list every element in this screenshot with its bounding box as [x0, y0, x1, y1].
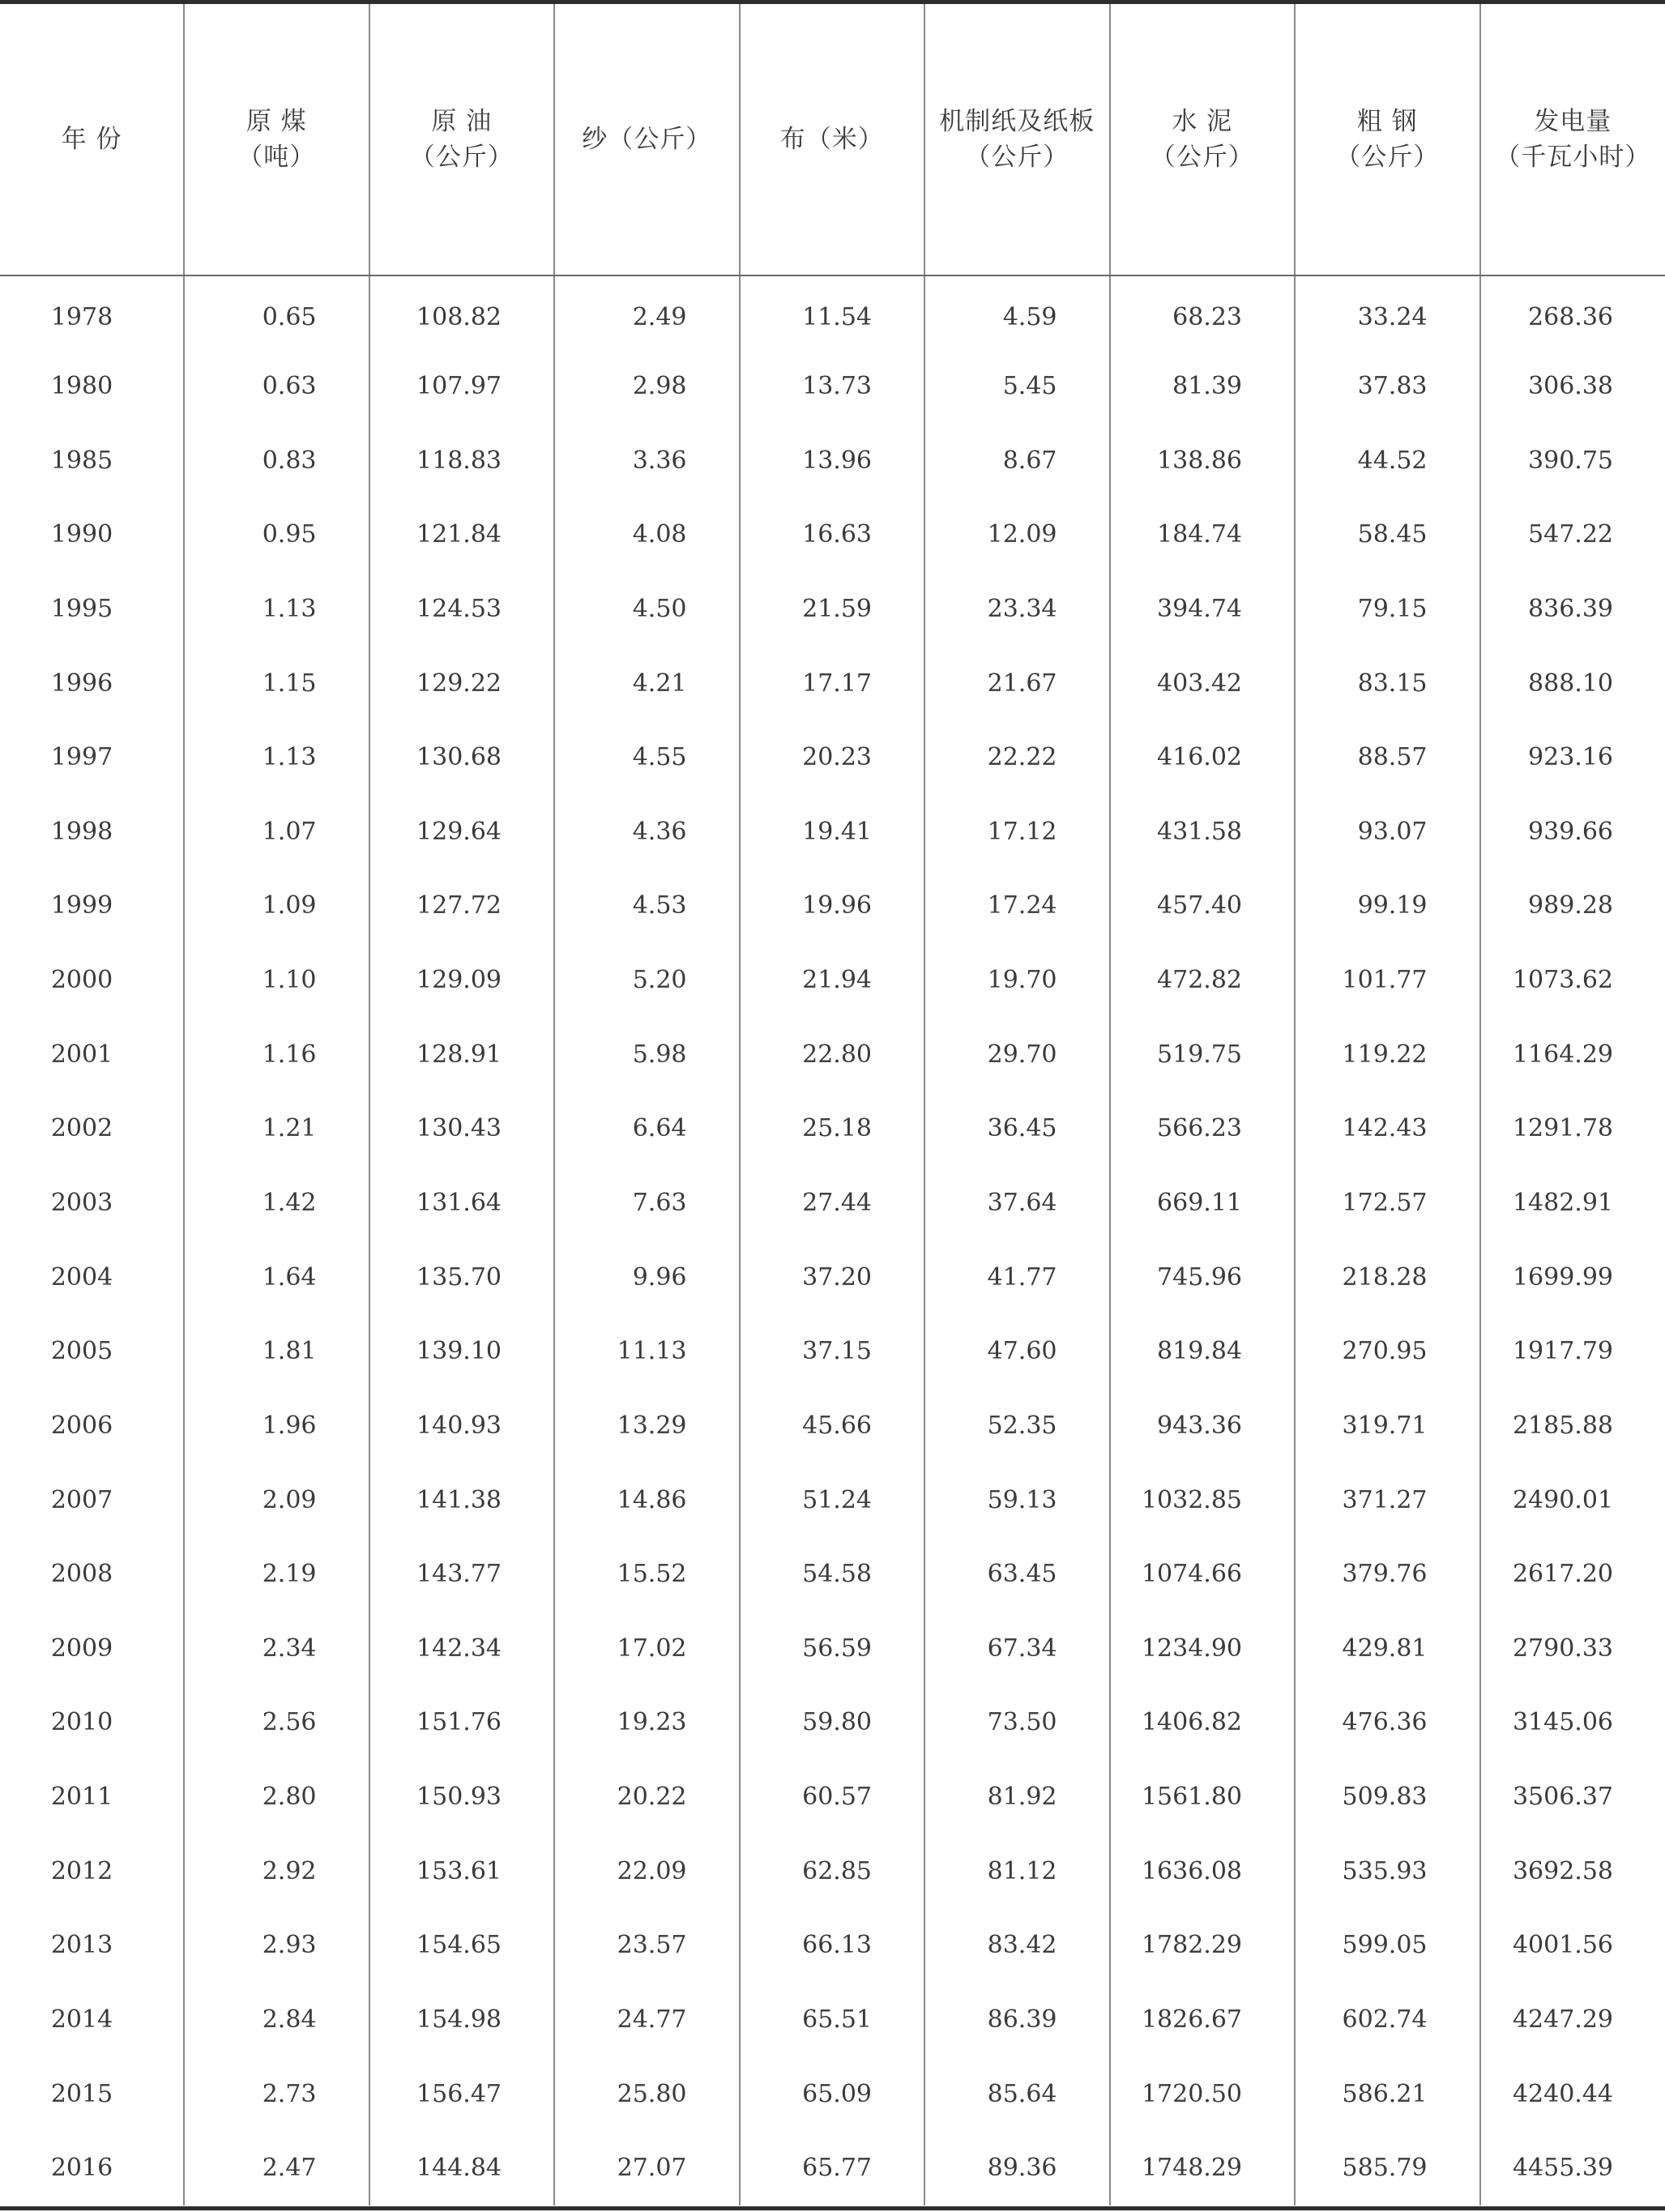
cell-yarn: 7.63: [554, 1166, 740, 1241]
cell-cement: 1826.67: [1110, 1983, 1296, 2057]
cell-paper: 81.12: [924, 1834, 1110, 1908]
cell-raw-coal: 1.16: [184, 1017, 369, 1091]
cell-year: 2003: [50, 1189, 113, 1217]
cell-cloth: 21.59: [740, 572, 925, 647]
cell-crude-steel: 429.81: [1295, 1612, 1480, 1686]
cell-year: 2007: [50, 1485, 113, 1514]
cell-yarn: 6.64: [554, 1091, 740, 1166]
table-row: [0, 572, 1665, 647]
cell-crude-oil: 130.68: [369, 720, 555, 795]
cell-crude-steel: 319.71: [1295, 1389, 1480, 1463]
table-row: [0, 1463, 1665, 1537]
cell-crude-steel: 44.52: [1295, 423, 1480, 497]
cell-raw-coal: 0.65: [184, 275, 369, 349]
cell-crude-oil: 153.61: [369, 1834, 555, 1908]
cell-raw-coal: 0.63: [184, 349, 369, 424]
cell-raw-coal: 2.73: [184, 2056, 369, 2131]
cell-paper: 8.67: [924, 423, 1110, 497]
cell-crude-oil: 118.83: [369, 423, 555, 497]
cell-paper: 63.45: [924, 1537, 1110, 1612]
cell-yarn: 4.50: [554, 572, 740, 647]
cell-raw-coal: 2.92: [184, 1834, 369, 1908]
cell-crude-steel: 379.76: [1295, 1537, 1480, 1612]
cell-yarn: 19.23: [554, 1685, 740, 1760]
cell-raw-coal: 1.10: [184, 943, 369, 1018]
cell-crude-steel: 101.77: [1295, 943, 1480, 1018]
cell-electricity: 836.39: [1480, 572, 1665, 647]
cell-crude-steel: 58.45: [1295, 497, 1480, 572]
cell-raw-coal: 2.47: [184, 2131, 369, 2206]
table-row: [0, 1834, 1665, 1908]
cell-paper: 67.34: [924, 1612, 1110, 1686]
cell-cement: 472.82: [1110, 943, 1296, 1018]
cell-crude-oil: 129.09: [369, 943, 555, 1018]
cell-electricity: 3506.37: [1480, 1760, 1665, 1834]
cell-electricity: 2185.88: [1480, 1389, 1665, 1463]
cell-crude-oil: 129.64: [369, 794, 555, 869]
cell-year: 2006: [50, 1411, 113, 1440]
header-row: [0, 4, 1665, 275]
cell-cloth: 22.80: [740, 1017, 925, 1091]
cell-year: 2002: [50, 1114, 113, 1143]
cell-paper: 12.09: [924, 497, 1110, 572]
table-row: [0, 1685, 1665, 1760]
table-row: [0, 1983, 1665, 2057]
cell-crude-steel: 218.28: [1295, 1240, 1480, 1314]
header-cloth: 布（米）: [740, 4, 925, 275]
cell-paper: 19.70: [924, 943, 1110, 1018]
cell-crude-oil: 131.64: [369, 1166, 555, 1241]
cell-year: 2010: [50, 1708, 113, 1737]
cell-paper: 73.50: [924, 1685, 1110, 1760]
cell-cloth: 27.44: [740, 1166, 925, 1241]
cell-crude-steel: 142.43: [1295, 1091, 1480, 1166]
table-row: [0, 646, 1665, 720]
cell-year: 2016: [50, 2154, 113, 2183]
cell-cloth: 13.96: [740, 423, 925, 497]
cell-cloth: 65.09: [740, 2056, 925, 2131]
cell-crude-steel: 88.57: [1295, 720, 1480, 795]
cell-electricity: 2790.33: [1480, 1612, 1665, 1686]
table-row: [0, 1166, 1665, 1241]
cell-cement: 394.74: [1110, 572, 1296, 647]
header-paper: 机制纸及纸板 （公斤）: [924, 4, 1110, 275]
cell-electricity: 4240.44: [1480, 2056, 1665, 2131]
cell-raw-coal: 1.96: [184, 1389, 369, 1463]
cell-cement: 519.75: [1110, 1017, 1296, 1091]
cell-cloth: 37.15: [740, 1314, 925, 1389]
cell-cement: 1234.90: [1110, 1612, 1296, 1686]
cell-paper: 21.67: [924, 646, 1110, 720]
cell-electricity: 2490.01: [1480, 1463, 1665, 1537]
cell-crude-steel: 83.15: [1295, 646, 1480, 720]
cell-paper: 83.42: [924, 1908, 1110, 1983]
bottom-rule: [0, 2206, 1665, 2210]
cell-yarn: 4.21: [554, 646, 740, 720]
table-row: [0, 1240, 1665, 1314]
cell-raw-coal: 2.09: [184, 1463, 369, 1537]
cell-year: 1980: [50, 371, 113, 400]
cell-yarn: 3.36: [554, 423, 740, 497]
cell-cloth: 20.23: [740, 720, 925, 795]
cell-paper: 22.22: [924, 720, 1110, 795]
cell-yarn: 25.80: [554, 2056, 740, 2131]
table-row: [0, 869, 1665, 943]
cell-electricity: 1482.91: [1480, 1166, 1665, 1241]
cell-crude-oil: 128.91: [369, 1017, 555, 1091]
header-raw-coal: 原 煤 （吨）: [184, 4, 369, 275]
cell-electricity: 1073.62: [1480, 943, 1665, 1018]
cell-raw-coal: 1.07: [184, 794, 369, 869]
cell-crude-oil: 129.22: [369, 646, 555, 720]
cell-raw-coal: 2.56: [184, 1685, 369, 1760]
cell-electricity: 1164.29: [1480, 1017, 1665, 1091]
cell-yarn: 13.29: [554, 1389, 740, 1463]
cell-crude-steel: 119.22: [1295, 1017, 1480, 1091]
cell-paper: 23.34: [924, 572, 1110, 647]
cell-cement: 1406.82: [1110, 1685, 1296, 1760]
cell-crude-oil: 142.34: [369, 1612, 555, 1686]
cell-yarn: 17.02: [554, 1612, 740, 1686]
cell-raw-coal: 0.95: [184, 497, 369, 572]
cell-year: 1990: [50, 520, 113, 549]
cell-year: 1996: [50, 668, 113, 698]
cell-crude-oil: 141.38: [369, 1463, 555, 1537]
cell-crude-oil: 154.98: [369, 1983, 555, 2057]
cell-crude-steel: 371.27: [1295, 1463, 1480, 1537]
cell-cloth: 19.96: [740, 869, 925, 943]
cell-paper: 52.35: [924, 1389, 1110, 1463]
cell-cement: 81.39: [1110, 349, 1296, 424]
cell-crude-steel: 99.19: [1295, 869, 1480, 943]
cell-crude-oil: 143.77: [369, 1537, 555, 1612]
cell-cloth: 65.51: [740, 1983, 925, 2057]
cell-crude-oil: 151.76: [369, 1685, 555, 1760]
cell-cement: 1782.29: [1110, 1908, 1296, 1983]
cell-raw-coal: 1.13: [184, 572, 369, 647]
cell-year: 2000: [50, 966, 113, 995]
cell-cloth: 21.94: [740, 943, 925, 1018]
cell-raw-coal: 1.42: [184, 1166, 369, 1241]
cell-cement: 1748.29: [1110, 2131, 1296, 2206]
cell-cement: 745.96: [1110, 1240, 1296, 1314]
cell-paper: 37.64: [924, 1166, 1110, 1241]
cell-yarn: 4.36: [554, 794, 740, 869]
cell-cement: 1032.85: [1110, 1463, 1296, 1537]
cell-electricity: 1917.79: [1480, 1314, 1665, 1389]
cell-yarn: 14.86: [554, 1463, 740, 1537]
cell-cement: 566.23: [1110, 1091, 1296, 1166]
cell-paper: 41.77: [924, 1240, 1110, 1314]
cell-yarn: 9.96: [554, 1240, 740, 1314]
header-crude-steel: 粗 钢 （公斤）: [1295, 4, 1480, 275]
cell-cloth: 11.54: [740, 275, 925, 349]
cell-crude-steel: 585.79: [1295, 2131, 1480, 2206]
cell-electricity: 390.75: [1480, 423, 1665, 497]
cell-cement: 416.02: [1110, 720, 1296, 795]
cell-yarn: 5.98: [554, 1017, 740, 1091]
cell-paper: 89.36: [924, 2131, 1110, 2206]
cell-cloth: 45.66: [740, 1389, 925, 1463]
cell-crude-oil: 156.47: [369, 2056, 555, 2131]
cell-cloth: 19.41: [740, 794, 925, 869]
cell-electricity: 939.66: [1480, 794, 1665, 869]
cell-crude-steel: 599.05: [1295, 1908, 1480, 1983]
cell-crude-steel: 509.83: [1295, 1760, 1480, 1834]
cell-cloth: 37.20: [740, 1240, 925, 1314]
cell-raw-coal: 1.09: [184, 869, 369, 943]
cell-raw-coal: 0.83: [184, 423, 369, 497]
header-electricity: 发电量 （千瓦小时）: [1480, 4, 1665, 275]
table-row: [0, 1389, 1665, 1463]
cell-cement: 138.86: [1110, 423, 1296, 497]
cell-crude-oil: 140.93: [369, 1389, 555, 1463]
cell-cement: 431.58: [1110, 794, 1296, 869]
table-row: [0, 794, 1665, 869]
cell-crude-oil: 124.53: [369, 572, 555, 647]
table-row: [0, 1017, 1665, 1091]
header-cement: 水 泥 （公斤）: [1110, 4, 1296, 275]
cell-year: 2012: [50, 1856, 113, 1885]
cell-crude-oil: 121.84: [369, 497, 555, 572]
cell-year: 2011: [50, 1783, 113, 1812]
cell-raw-coal: 2.80: [184, 1760, 369, 1834]
cell-raw-coal: 2.34: [184, 1612, 369, 1686]
cell-yarn: 20.22: [554, 1760, 740, 1834]
table-body: [0, 275, 1665, 2206]
cell-yarn: 4.53: [554, 869, 740, 943]
cell-paper: 86.39: [924, 1983, 1110, 2057]
cell-year: 1999: [50, 891, 113, 920]
cell-cement: 403.42: [1110, 646, 1296, 720]
table-row: [0, 943, 1665, 1018]
cell-year: 1985: [50, 446, 113, 475]
table-row: [0, 1760, 1665, 1834]
cell-electricity: 306.38: [1480, 349, 1665, 424]
cell-crude-oil: 150.93: [369, 1760, 555, 1834]
table-row: [0, 423, 1665, 497]
cell-year: 2004: [50, 1262, 113, 1292]
cell-year: 2005: [50, 1337, 113, 1366]
cell-crude-oil: 108.82: [369, 275, 555, 349]
cell-cloth: 16.63: [740, 497, 925, 572]
table-row: [0, 1091, 1665, 1166]
cell-cloth: 17.17: [740, 646, 925, 720]
table-row: [0, 349, 1665, 424]
cell-yarn: 15.52: [554, 1537, 740, 1612]
cell-paper: 4.59: [924, 275, 1110, 349]
cell-paper: 85.64: [924, 2056, 1110, 2131]
cell-crude-oil: 139.10: [369, 1314, 555, 1389]
cell-cloth: 59.80: [740, 1685, 925, 1760]
cell-yarn: 11.13: [554, 1314, 740, 1389]
cell-crude-steel: 172.57: [1295, 1166, 1480, 1241]
cell-crude-steel: 535.93: [1295, 1834, 1480, 1908]
cell-cement: 943.36: [1110, 1389, 1296, 1463]
cell-electricity: 923.16: [1480, 720, 1665, 795]
cell-electricity: 989.28: [1480, 869, 1665, 943]
cell-paper: 17.12: [924, 794, 1110, 869]
header-year: 年 份: [61, 125, 122, 154]
cell-cloth: 66.13: [740, 1908, 925, 1983]
cell-cloth: 54.58: [740, 1537, 925, 1612]
cell-raw-coal: 1.13: [184, 720, 369, 795]
table-row: [0, 497, 1665, 572]
cell-year: 2013: [50, 1931, 113, 1960]
cell-year: 1998: [50, 817, 113, 846]
cell-year: 2008: [50, 1560, 113, 1589]
cell-crude-steel: 33.24: [1295, 275, 1480, 349]
cell-crude-oil: 135.70: [369, 1240, 555, 1314]
cell-electricity: 3692.58: [1480, 1834, 1665, 1908]
cell-electricity: 1699.99: [1480, 1240, 1665, 1314]
cell-yarn: 23.57: [554, 1908, 740, 1983]
cell-crude-oil: 130.43: [369, 1091, 555, 1166]
cell-cement: 1636.08: [1110, 1834, 1296, 1908]
cell-crude-steel: 476.36: [1295, 1685, 1480, 1760]
cell-cloth: 65.77: [740, 2131, 925, 2206]
cell-yarn: 24.77: [554, 1983, 740, 2057]
cell-electricity: 2617.20: [1480, 1537, 1665, 1612]
cell-cloth: 56.59: [740, 1612, 925, 1686]
cell-raw-coal: 2.19: [184, 1537, 369, 1612]
cell-paper: 36.45: [924, 1091, 1110, 1166]
cell-electricity: 4455.39: [1480, 2131, 1665, 2206]
cell-raw-coal: 2.84: [184, 1983, 369, 2057]
cell-cloth: 62.85: [740, 1834, 925, 1908]
cell-year: 1997: [50, 743, 113, 772]
cell-year: 1978: [50, 303, 113, 332]
per-capita-output-table: [0, 4, 1665, 2206]
cell-raw-coal: 1.81: [184, 1314, 369, 1389]
cell-yarn: 22.09: [554, 1834, 740, 1908]
cell-cloth: 51.24: [740, 1463, 925, 1537]
cell-year: 2014: [50, 2005, 113, 2035]
cell-raw-coal: 1.15: [184, 646, 369, 720]
header-rule: [0, 275, 1665, 276]
table-row: [0, 1612, 1665, 1686]
cell-cement: 457.40: [1110, 869, 1296, 943]
cell-crude-oil: 154.65: [369, 1908, 555, 1983]
cell-crude-steel: 270.95: [1295, 1314, 1480, 1389]
cell-crude-oil: 107.97: [369, 349, 555, 424]
cell-electricity: 547.22: [1480, 497, 1665, 572]
cell-yarn: 5.20: [554, 943, 740, 1018]
cell-yarn: 4.08: [554, 497, 740, 572]
cell-year: 2001: [50, 1040, 113, 1069]
cell-cement: 68.23: [1110, 275, 1296, 349]
cell-crude-steel: 79.15: [1295, 572, 1480, 647]
cell-crude-steel: 602.74: [1295, 1983, 1480, 2057]
cell-electricity: 4247.29: [1480, 1983, 1665, 2057]
cell-raw-coal: 1.64: [184, 1240, 369, 1314]
header-yarn: 纱（公斤）: [554, 4, 740, 275]
cell-cement: 1561.80: [1110, 1760, 1296, 1834]
cell-cloth: 60.57: [740, 1760, 925, 1834]
cell-raw-coal: 2.93: [184, 1908, 369, 1983]
cell-year: 2009: [50, 1633, 113, 1663]
table-row: [0, 1314, 1665, 1389]
cell-electricity: 268.36: [1480, 275, 1665, 349]
cell-paper: 47.60: [924, 1314, 1110, 1389]
cell-paper: 17.24: [924, 869, 1110, 943]
cell-crude-steel: 586.21: [1295, 2056, 1480, 2131]
cell-crude-oil: 127.72: [369, 869, 555, 943]
cell-cement: 669.11: [1110, 1166, 1296, 1241]
cell-crude-oil: 144.84: [369, 2131, 555, 2206]
cell-crude-steel: 37.83: [1295, 349, 1480, 424]
cell-yarn: 2.49: [554, 275, 740, 349]
table-row: [0, 1908, 1665, 1983]
table-row: [0, 2056, 1665, 2131]
table-row: [0, 275, 1665, 349]
cell-cement: 184.74: [1110, 497, 1296, 572]
cell-cement: 819.84: [1110, 1314, 1296, 1389]
header-crude-oil: 原 油 （公斤）: [369, 4, 555, 275]
cell-paper: 29.70: [924, 1017, 1110, 1091]
cell-crude-steel: 93.07: [1295, 794, 1480, 869]
table-row: [0, 1537, 1665, 1612]
cell-cement: 1074.66: [1110, 1537, 1296, 1612]
cell-electricity: 3145.06: [1480, 1685, 1665, 1760]
cell-yarn: 2.98: [554, 349, 740, 424]
cell-raw-coal: 1.21: [184, 1091, 369, 1166]
cell-cloth: 13.73: [740, 349, 925, 424]
cell-year: 1995: [50, 594, 113, 623]
table-row: [0, 720, 1665, 795]
cell-paper: 5.45: [924, 349, 1110, 424]
cell-electricity: 1291.78: [1480, 1091, 1665, 1166]
cell-yarn: 27.07: [554, 2131, 740, 2206]
cell-cement: 1720.50: [1110, 2056, 1296, 2131]
cell-year: 2015: [50, 2079, 113, 2108]
table-row: [0, 2131, 1665, 2206]
cell-cloth: 25.18: [740, 1091, 925, 1166]
cell-electricity: 4001.56: [1480, 1908, 1665, 1983]
cell-yarn: 4.55: [554, 720, 740, 795]
cell-paper: 59.13: [924, 1463, 1110, 1537]
cell-electricity: 888.10: [1480, 646, 1665, 720]
cell-paper: 81.92: [924, 1760, 1110, 1834]
